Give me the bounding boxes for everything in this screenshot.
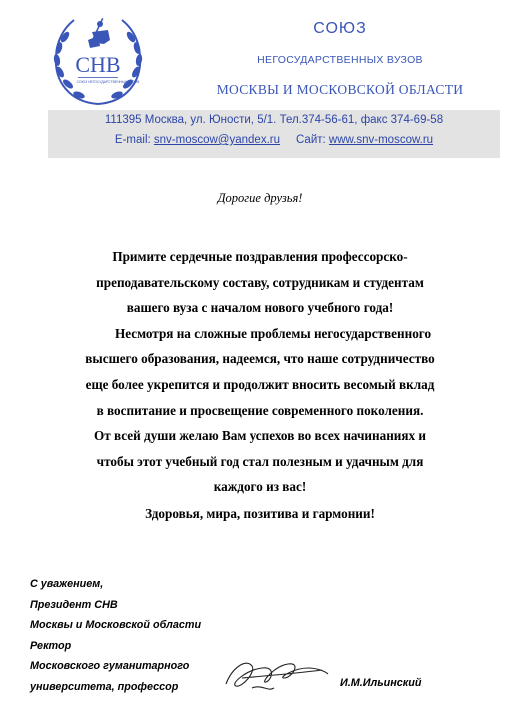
- email-label: E-mail:: [114, 134, 154, 146]
- body-line: От всей души желаю Вам успехов во всех начинаниях и: [93, 428, 427, 444]
- email-link[interactable]: snv-moscow@yandex.ru: [153, 134, 280, 146]
- body-line: в воспитание и просвещение современного поколения.: [96, 402, 424, 418]
- sig-line: Москвы и Московской области: [30, 619, 202, 631]
- contact-address: 111395 Москва, ул. Юности, 5/1. Тел.374-56-61, факс 374-69-58: [104, 114, 444, 126]
- body-line: преподавательскому составу, сотрудникам и студентам: [96, 274, 424, 290]
- sig-line: университета, профессор: [30, 680, 179, 693]
- body-line: высшего образования, надеемся, что наше сотрудничество: [85, 351, 435, 367]
- body-line: Здоровья, мира, позитива и гармонии!: [145, 505, 375, 521]
- site-label: Сайт:: [295, 134, 329, 146]
- body-line: Примите сердечные поздравления профессорско-: [112, 249, 408, 264]
- greeting: Дорогие друзья!: [217, 191, 303, 205]
- sig-line: С уважением,: [30, 578, 104, 590]
- sig-line: Московского гуманитарного: [30, 660, 190, 672]
- snv-logo: [48, 10, 148, 110]
- org-title-line2: НЕГОСУДАРСТВЕННЫХ ВУЗОВ: [257, 54, 423, 66]
- body-line: каждого из вас!: [213, 479, 307, 495]
- handwritten-signature: [222, 648, 332, 698]
- contact-links: [48, 134, 500, 146]
- sig-line: Президент СНВ: [30, 598, 118, 611]
- body-line: еще более укрепится и продолжит вносить весомый вклад: [85, 376, 435, 392]
- org-title-line3: МОСКВЫ И МОСКОВСКОЙ ОБЛАСТИ: [216, 82, 464, 97]
- body-line: вашего вуза с началом нового учебного года!: [126, 300, 394, 316]
- letter-body: [22, 244, 498, 527]
- signer-name: И.М.Ильинский: [340, 677, 422, 689]
- signature-block: [30, 574, 201, 697]
- logo-monogram: СНВ: [75, 52, 121, 77]
- site-link[interactable]: www.snv-moscow.ru: [328, 134, 434, 146]
- body-line: Несмотря на сложные проблемы негосударственного: [114, 325, 432, 341]
- logo-caption: СОЮЗ НЕГОСУДАРСТВЕННЫХ ВУЗОВ: [76, 80, 140, 84]
- contact-band: [48, 110, 500, 158]
- sig-line: Ректор: [30, 639, 72, 652]
- body-line: чтобы этот учебный год стал полезным и удачным для: [96, 453, 424, 469]
- org-title-line1: СОЮЗ: [313, 20, 367, 37]
